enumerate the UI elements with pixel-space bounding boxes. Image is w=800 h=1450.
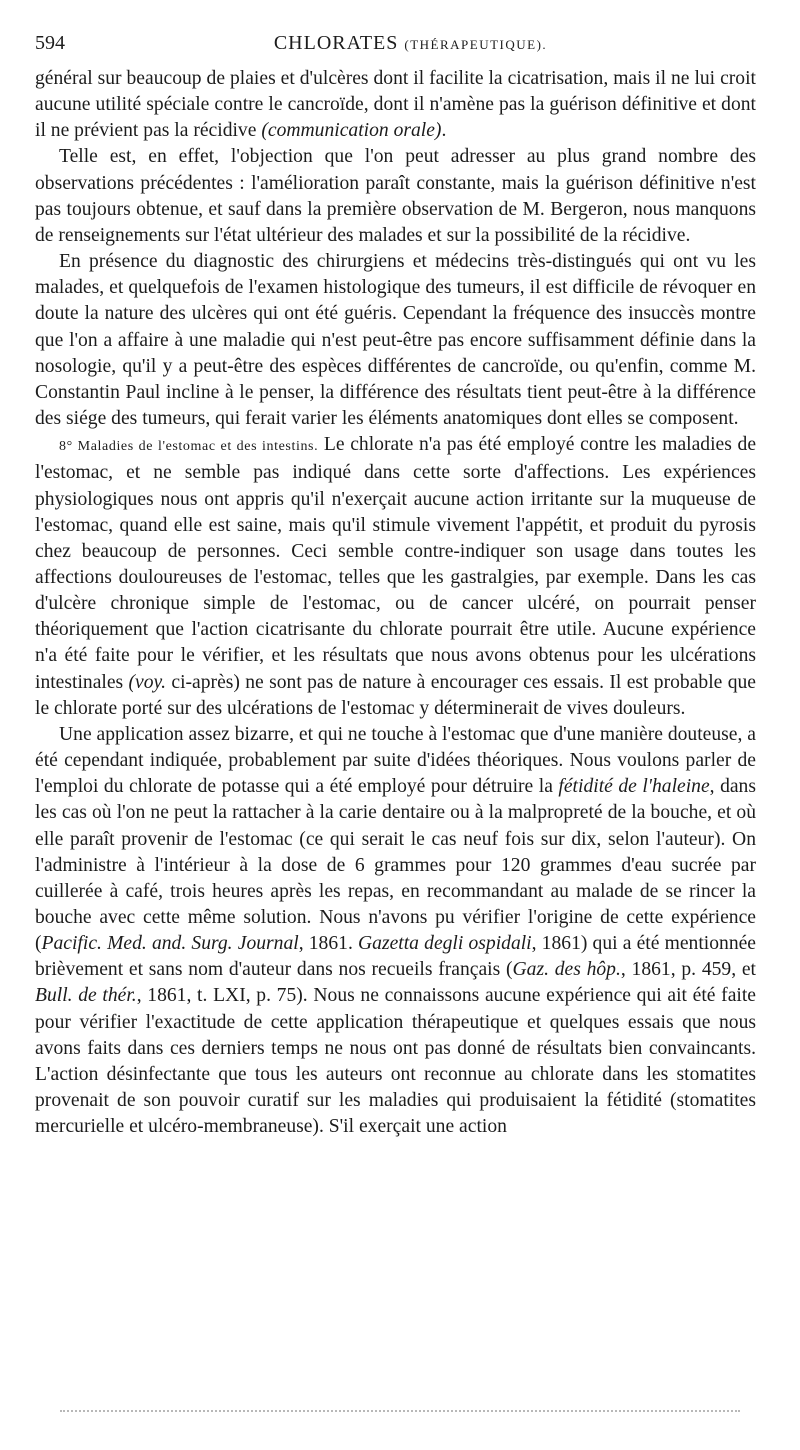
paragraph-objection: Telle est, en effet, l'objection que l'on peut adresser au plus grand nombre des observations précédentes : l'amélioration paraît constante, mais la guérison définitive n'est pas toujours obtenue, et sauf dans la première observation de M. Bergeron, nous manquons de renseignements sur l'état ultérieur des malades et sur la possibilité de la récidive. — [35, 146, 756, 246]
citation-italic: (voy. — [128, 671, 167, 693]
footer-dotted-rule — [60, 1410, 740, 1412]
paragraph-text: , 1861) qui a été mentionnée brièvement et sans nom d'auteur dans nos recueils français ( — [35, 933, 757, 981]
paragraph-diagnostic: En présence du diagnostic des chirurgiens et médecins très-distingués qui ont vu les malades, et quelquefois de l'examen histologique des tumeurs, il est difficile de révoquer en doute la nature des ulcères qui ont été guéris. Cependant la fréquence des insuccès montre que l'on a affaire à une maladie qui n'est peut-être pas encore suffisamment définie dans la nosologie, qu'il y a peut-être des espèces différentes de cancroïde, ou qu'enfin, comme M. Constantin Paul incline à le penser, la différence des résultats tient peut-être à la différence des siége des tumeurs, qui ferait varier les éléments anatomiques dont elles se composent. — [35, 251, 756, 430]
paragraph-text: , 1861, t. LXI, p. 75). Nous ne connaissons aucune expérience qui ait été faite pour vérifier l'exactitude de cette application thérapeutique et quelques essais que nous avons faits dans ces derniers temps ne nous ont pas donné de résultats bien convaincants. L'action désinfectante que tous les auteurs ont reconnue au chlorate dans les stomatites provenait de son pouvoir curatif sur les maladies qui produisaient la fétidité (stomatites mercurielle et ulcéro-membraneuse). S'il exerçait une action — [35, 985, 756, 1138]
paragraph-text: , 1861, p. 459, et — [620, 959, 757, 981]
citation-italic: Gaz. des hôp. — [512, 959, 621, 981]
paragraph-text: Le chlorate n'a pas été employé contre les maladies de l'estomac, et ne semble pas indiqué dans cette sorte d'affections. Les expériences physiologiques nous ont appris qu'il n'exerçait aucune action irritante sur la muqueuse de l'estomac, quand elle est saine, mais qu'il stimule vivement l'appétit, et produit du pyrosis chez beaucoup de personnes. Ceci semble contre-indiquer son usage dans toutes les affections douloureuses de l'estomac, telles que les gastralgies, par exemple. Dans les cas d'ulcère chronique simple de l'estomac, ou de cancer ulcéré, on pourrait penser théoriquement que l'action cicatrisante du chlorate pourrait être utile. Aucune expérience n'a été faite pour le vérifier, et les résultats que nous avons obtenus pour les ulcérations intestinales — [35, 434, 757, 693]
body-text — [35, 66, 756, 1140]
paragraph-text: ci-après) ne sont pas de nature à encourager ces essais. Il est probable que le chlorate porté sur des ulcérations de l'estomac y déterminerait de vives douleurs. — [35, 671, 756, 719]
paragraph-continued — [35, 66, 756, 144]
running-title-main: CHLORATES — [273, 32, 399, 54]
paragraph-text: , dans les cas où l'on ne peut la rattacher à la carie dentaire ou à la malpropreté de la bouche, et où elle paraît provenir de l'estomac (ce qui serait le cas neuf fois sur dix, selon l'auteur). On l'administre à l'intérieur à la dose de 6 grammes pour 120 grammes d'eau sucrée par cuillerée à café, trois heures après les repas, en recommandant au malade de se rincer la bouche avec cette même solution. Nous n'avons pu vérifier l'origine de cette expérience ( — [35, 776, 756, 955]
citation-italic: Bull. de thér. — [35, 985, 137, 1007]
running-title — [35, 30, 756, 58]
paragraph-text: Une application assez bizarre, et qui ne touche à l'estomac que d'une manière douteuse, a été cependant indiquée, probablement par suite d'idées théoriques. Nous voulons parler de l'emploi du chlorate de potasse qui a été employé pour détruire la — [35, 723, 756, 798]
paragraph-text: général sur beaucoup de plaies et d'ulcères dont il facilite la cicatrisation, mais il ne lui croit aucune utilité spéciale contre le cancroïde, dont il n'amène pas la guérison définitive et dont il ne prévient pas la récidive — [35, 68, 756, 142]
emphasis-italic: fétidité de l'haleine — [558, 776, 710, 798]
paragraph-end: . — [441, 120, 447, 142]
citation-italic: Pacific. Med. and. Surg. Journal — [41, 933, 299, 955]
paragraph-section-8 — [35, 432, 756, 722]
citation-italic: (communication orale) — [261, 120, 442, 142]
citation-italic: Gazetta degli ospidali — [358, 933, 532, 955]
running-title-subtitle: (THÉRAPEUTIQUE). — [404, 37, 548, 52]
page-header — [35, 30, 756, 60]
page-number: 594 — [35, 32, 65, 54]
section-heading: 8° Maladies de l'estomac et des intestins. — [59, 439, 319, 455]
paragraph-text: , 1861. — [298, 933, 353, 955]
paragraph-halitosis — [35, 722, 756, 1141]
